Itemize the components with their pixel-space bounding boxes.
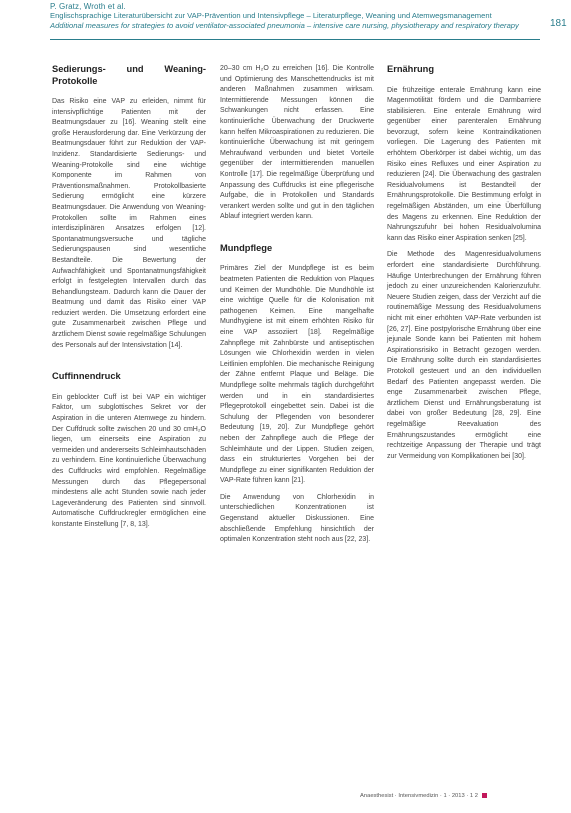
paragraph: 20–30 cm H₂O zu erreichen [16]. Die Kontrolle und Optimierung des Manschettendrucks ist mit anderen Maßnahmen zusammen wirksam. Intermittierende Messungen können die Schwankungen nicht erfassen. Eine kontinuierliche Überwachung der Druckwerte kann helfen Mikroaspirationen zu reduzieren. Die kontinuierliche Überwachung ist mit geringem Mehraufwand verbunden und bietet Vorteile gegenüber der intermittierenden manuellen Kontrolle [17]. Die regelmäßige Überprüfung und Anpassung des Cuffdrucks ist eine pflegerische Aufgabe, die in Protokollen und Standards verankert werden sollte und gut in den täglichen Ablauf integriert werden kann.: [220, 65, 374, 221]
column-1: [52, 64, 206, 530]
header-title-german: Englischsprachige Literaturübersicht zur VAP-Prävention und Intensivpflege – Literaturpflege, Weaning und Atemwegsmanagement: [50, 11, 492, 20]
paragraph: Die frühzeitige enterale Ernährung kann eine Magenmotilität fördern und die Darmbarriere stabilisieren. Eine enterale Ernährung wird gegenüber einer parenteralen Ernährung bevorzugt, sofern keine Kontraindikationen vorliegen. Die Lagerung des Patienten mit erhöhtem Oberkörper ist dabei wichtig, um das Risiko eines Refluxes und einer Aspiration zu reduzieren [24]. Die Überwachung des gastralen Residualvolumens ist Bestandteil der Ernährungsprotokolle. Die Bestimmung erfolgt in regelmäßigen Abständen, um eine Überfüllung des Magens zu erkennen. Eine Reduktion der Nahrungszufuhr bei hohen Residualvolumina kann das Risiko einer Aspiration senken [25].: [387, 86, 541, 242]
header-title-english: Additional measures for strategies to avoid ventilator-associated pneumonia – intensive care nursing, physiotherapy and respiratory therapy: [50, 21, 519, 30]
section-heading-sedierung: Sedierungs- und Weaning-Protokolle: [52, 64, 206, 86]
header-rule: [50, 39, 540, 40]
column-2: [220, 64, 374, 546]
page-number: 181: [550, 18, 567, 29]
paragraph: Die Anwendung von Chlorhexidin in unterschiedlichen Konzentrationen ist Gegenstand aktueller Diskussionen. Eine abschließende Empfehlung hinsichtlich der optimalen Konzentration steht noch aus [22, 23].: [220, 493, 374, 544]
section-heading-cuffinnendruck: Cuffinnendruck: [52, 371, 121, 382]
page-footer: [360, 793, 487, 799]
section-heading-ernaehrung: Ernährung: [387, 64, 435, 74]
section-heading-mundpflege: Mundpflege: [220, 242, 273, 253]
paragraph: Die Methode des Magenresidualvolumens erfordert eine standardisierte Durchführung. Häufige Unterbrechungen der Ernährung führen jedoch zu einer unzureichenden Kalorienzufuhr. Neuere Studien zeigen, dass der Verzicht auf die routinemäßige Messung des Residualvolumens nicht mit einer erhöhten VAP-Rate verbunden ist [26, 27]. Eine postpylorische Ernährung über eine jejunale Sonde kann bei Patienten mit hohem Aspirationsrisiko in Betracht gezogen werden. Die Ernährung sollte durch ein standardisiertes Protokoll gesteuert und an den individuellen Bedarf des Patienten angepasst werden. Die enge Zusammenarbeit zwischen Pflege, ärztlichem Dienst und Ernährungsberatung ist dabei von großer Bedeutung [28, 29]. Eine regelmäßige Reevaluation des Ernährungszustandes ermöglicht eine rechtzeitige Anpassung der Therapie und trägt zur Vermeidung von Komplikationen bei [30].: [387, 251, 541, 460]
paragraph: Das Risiko eine VAP zu erleiden, nimmt für intensivpflichtige Patienten mit der Beatmungsdauer zu [16]. Weaning stellt eine große Herausforderung dar. Eine Verkürzung der Beatmungsdauer führt zur Reduktion der VAP-Inzidenz. Standardisierte Sedierungs- und Weaning-Protokolle sind eine wichtige Komponente im Rahmen von Präventionsmaßnahmen. Protokollbasierte Sedierung ermöglicht eine kürzere Beatmungsdauer. Die Anwendung von Weaning-Protokollen sollte im Rahmen eines interdisziplinären Ansatzes erfolgen [12]. Spontanatmungsversuche und tägliche Sedierungspausen sind wesentliche Bestandteile. Die Bewertung der Aufwachfähigkeit und Spontanatmungsfähigkeit erfolgt in festgelegten Intervallen durch das Behandlungsteam. Dadurch kann die Dauer der Beatmung und damit das Risiko einer VAP reduziert werden. Die Umsetzung erfordert eine gute Zusammenarbeit zwischen Pflege und ärztlichem Dienst sowie regelmäßige Schulungen des Personals auf der Intensivstation [14].: [52, 98, 206, 349]
footer-marker-icon: [482, 793, 487, 798]
column-3: [387, 64, 541, 462]
paragraph: Primäres Ziel der Mundpflege ist es beim beatmeten Patienten die Reduktion von Plaques und Keimen der Mundhöhle. Die Mundhöhle ist eine wichtige Quelle für die Kolonisation mit pathogenen Keimen. Eine mangelhafte Mundhygiene ist mit einem erhöhten Risiko für eine VAP assoziiert [18]. Regelmäßige Zahnpflege mit Zahnbürste und antiseptischen Lösungen wie Chlorhexidin werden in vielen Leitlinien empfohlen. Die mechanische Reinigung der Zähne entfernt Plaque und Beläge. Die Mundpflege sollte mehrmals täglich durchgeführt werden und in ein standardisiertes Pflegeprotokoll eingebettet sein. Dabei ist die Schulung der Pflegenden von besonderer Bedeutung [19, 20]. Zur Mundpflege gehört neben der Zahnpflege auch die Pflege der Schleimhäute und der Lippen. Studien zeigen, dass ein strukturiertes Vorgehen bei der Mundpflege zu einer signifikanten Reduktion der VAP-Rate führen kann [21].: [220, 265, 374, 485]
running-header: [50, 2, 567, 31]
paragraph: Ein geblockter Cuff ist bei VAP ein wichtiger Faktor, um subglottisches Sekret vor der Aspiration in die unteren Atemwege zu hindern. Der Cuffdruck sollte zwischen 20 und 30 cmH₂O liegen, um einerseits eine Aspiration zu vermeiden und andererseits Schleimhautschäden zu verhindern. Eine kontinuierliche Überwachung des Cuffdrucks wird empfohlen. Regelmäßige Messungen durch das Pflegepersonal mindestens alle acht Stunden sowie nach jeder Lageveränderung des Patienten sind sinnvoll. Automatische Cuffdruckregler ermöglichen eine konstante Einstellung [7, 8, 13].: [52, 393, 206, 528]
header-authors: P. Gratz, Wroth et al.: [50, 2, 126, 11]
footer-journal: Anaesthesist · Intensivmedizin · 1 · 2013 · 1 2: [360, 793, 478, 800]
